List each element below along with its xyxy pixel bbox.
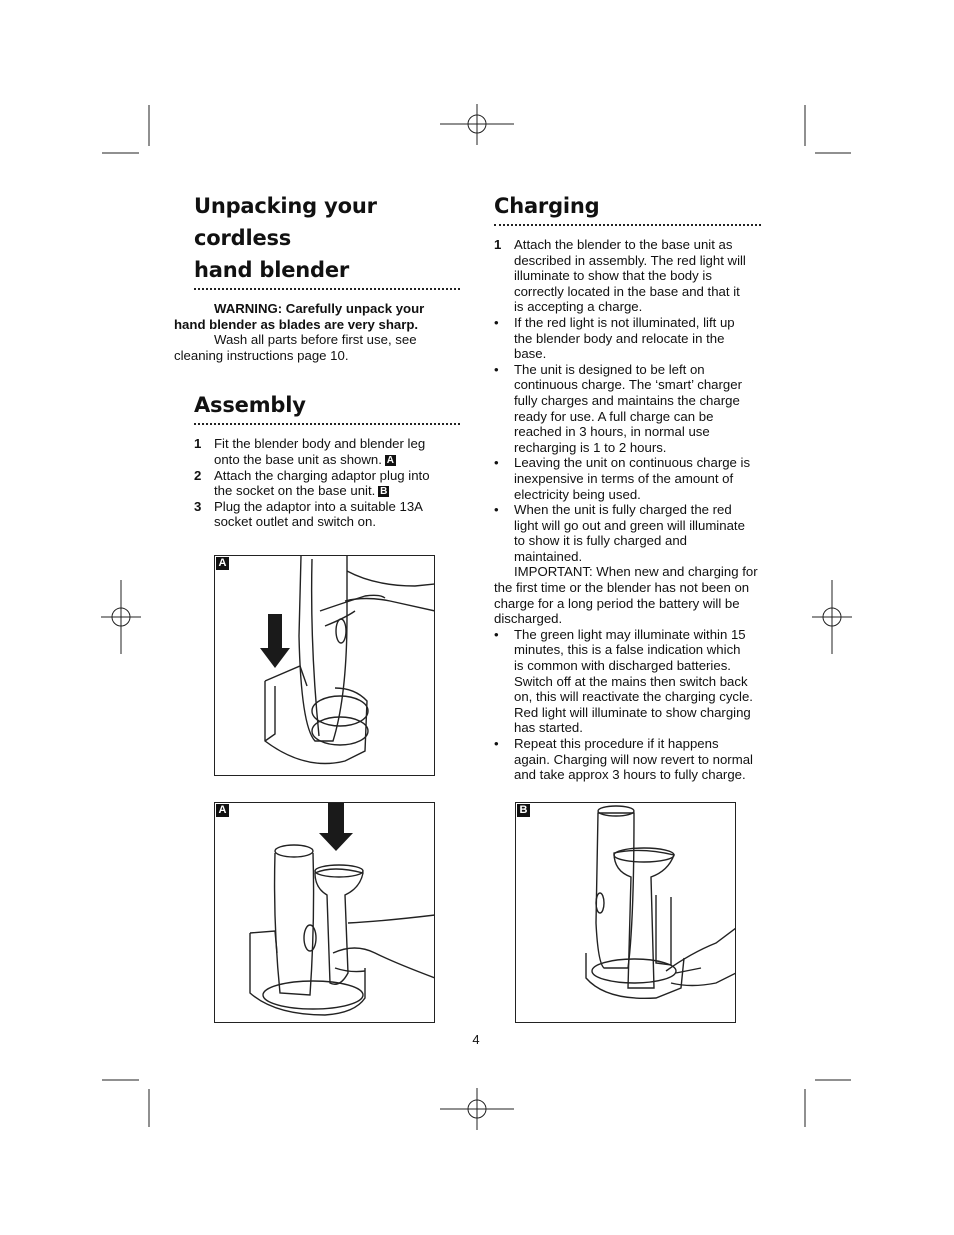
bullet-text: Switch off at the mains then switch back bbox=[514, 673, 748, 689]
assembly-steps bbox=[194, 436, 460, 530]
bullet-text: Leaving the unit on continuous charge is bbox=[514, 455, 751, 471]
bullet-text: If the red light is not illuminated, lift up bbox=[514, 314, 735, 330]
bullet-text: Red light will illuminate to show charging bbox=[514, 704, 751, 720]
important-note bbox=[494, 564, 761, 626]
down-arrow-icon bbox=[319, 803, 353, 851]
step-number: 1 bbox=[494, 237, 502, 252]
bullet-item bbox=[494, 736, 761, 783]
wash-text bbox=[174, 332, 460, 363]
figure-ref-badge: B bbox=[380, 486, 388, 498]
step-text: described in assembly. The red light will bbox=[514, 252, 746, 268]
bullet-icon: • bbox=[494, 502, 499, 518]
assembly-step bbox=[194, 468, 460, 499]
unpacking-heading-line2: hand blender bbox=[194, 258, 350, 282]
bullet-text: minutes, this is a false indication which bbox=[514, 642, 741, 658]
figure-label: B bbox=[517, 804, 530, 817]
bullet-text: reached in 3 hours, in normal use bbox=[514, 424, 710, 440]
assembly-step bbox=[194, 436, 460, 467]
important-line: the first time or the blender has not been on bbox=[494, 580, 750, 596]
bullet-text: and take approx 3 hours to fully charge. bbox=[514, 767, 746, 783]
bullet-item bbox=[494, 362, 761, 456]
bullet-text: is common with discharged batteries. bbox=[514, 658, 731, 674]
right-column bbox=[494, 190, 761, 783]
bullet-text: The unit is designed to be left on bbox=[514, 361, 705, 377]
step-text: illuminate to show that the body is bbox=[514, 268, 712, 284]
wash-line2: cleaning instructions page 10. bbox=[174, 347, 349, 363]
bullet-item bbox=[494, 455, 761, 502]
important-line: discharged. bbox=[494, 611, 563, 627]
step-text: onto the base unit as shown. bbox=[214, 451, 382, 467]
bullet-icon: • bbox=[494, 626, 499, 642]
unpacking-heading bbox=[194, 190, 460, 290]
step-number: 1 bbox=[194, 436, 202, 452]
step-text: correctly located in the base and that it bbox=[514, 283, 740, 299]
bullet-text: ready for use. A full charge can be bbox=[514, 408, 714, 424]
bullet-text: has started. bbox=[514, 720, 583, 736]
bullet-text: on, this will reactivate the charging cycle. bbox=[514, 689, 753, 705]
warning-line1: WARNING: Carefully unpack your bbox=[214, 301, 425, 316]
figure-b-charger-plug bbox=[515, 802, 736, 1023]
bullet-text: maintained. bbox=[514, 548, 583, 564]
assembly-step bbox=[194, 499, 460, 530]
step-text: socket outlet and switch on. bbox=[214, 514, 377, 530]
left-column bbox=[174, 190, 460, 530]
bullet-icon: • bbox=[494, 736, 499, 751]
step-text: is accepting a charge. bbox=[514, 299, 643, 315]
bullet-text: base. bbox=[514, 346, 547, 362]
wash-line1: Wash all parts before first use, see bbox=[214, 332, 417, 348]
bullet-text: When the unit is fully charged the red bbox=[514, 502, 732, 518]
blender-body-illustration bbox=[215, 556, 434, 775]
bullet-text: electricity being used. bbox=[514, 486, 641, 502]
bullet-text: inexpensive in terms of the amount of bbox=[514, 470, 734, 486]
figure-ref-badge: A bbox=[386, 454, 394, 466]
bullet-text: Repeat this procedure if it happens bbox=[514, 736, 719, 751]
bullet-text: continuous charge. The ‘smart’ charger bbox=[514, 377, 742, 393]
bullet-item bbox=[494, 627, 761, 736]
step-number: 3 bbox=[194, 498, 202, 514]
bullet-text: light will go out and green will illuminate bbox=[514, 517, 745, 533]
step-text: Fit the blender body and blender leg bbox=[214, 436, 426, 452]
charging-steps bbox=[494, 237, 761, 315]
step-text: the socket on the base unit. bbox=[214, 483, 376, 499]
charging-step bbox=[494, 237, 761, 315]
bullet-icon: • bbox=[494, 314, 499, 330]
charging-bullets-b bbox=[494, 627, 761, 783]
figure-label: A bbox=[216, 557, 229, 570]
down-arrow-icon bbox=[260, 614, 290, 668]
bullet-item bbox=[494, 315, 761, 362]
bullet-text: The green light may illuminate within 15 bbox=[514, 626, 746, 642]
warning-line2: hand blender as blades are very sharp. bbox=[174, 316, 419, 332]
step-text: Plug the adaptor into a suitable 13A bbox=[214, 498, 423, 514]
bullet-text: fully charges and maintains the charge bbox=[514, 392, 740, 408]
figure-a-body-into-base bbox=[214, 555, 435, 776]
bullet-text: recharging is 1 to 2 hours. bbox=[514, 439, 667, 455]
bullet-text: the blender body and relocate in the bbox=[514, 330, 725, 346]
unpacking-heading-line1: Unpacking your cordless bbox=[194, 194, 377, 250]
bullet-icon: • bbox=[494, 455, 499, 471]
bullet-icon: • bbox=[494, 361, 499, 377]
step-text: Attach the charging adaptor plug into bbox=[214, 467, 430, 483]
step-number: 2 bbox=[194, 467, 202, 483]
step-text: Attach the blender to the base unit as bbox=[514, 237, 733, 252]
bullet-item bbox=[494, 502, 761, 564]
important-line: IMPORTANT: When new and charging for bbox=[514, 564, 758, 580]
bullet-text: again. Charging will now revert to normal bbox=[514, 751, 753, 767]
charging-bullets-a bbox=[494, 315, 761, 565]
figure-a-leg-into-base bbox=[214, 802, 435, 1023]
figure-label: A bbox=[216, 804, 229, 817]
bullet-text: to show it is fully charged and bbox=[514, 533, 687, 549]
important-line: charge for a long period the battery will be bbox=[494, 595, 740, 611]
blender-leg-illustration bbox=[215, 803, 434, 1022]
charging-illustration bbox=[516, 803, 735, 1022]
page-number: 4 bbox=[472, 1032, 480, 1047]
charging-heading: Charging bbox=[494, 190, 761, 226]
assembly-heading: Assembly bbox=[194, 389, 460, 425]
warning-text bbox=[174, 301, 460, 332]
